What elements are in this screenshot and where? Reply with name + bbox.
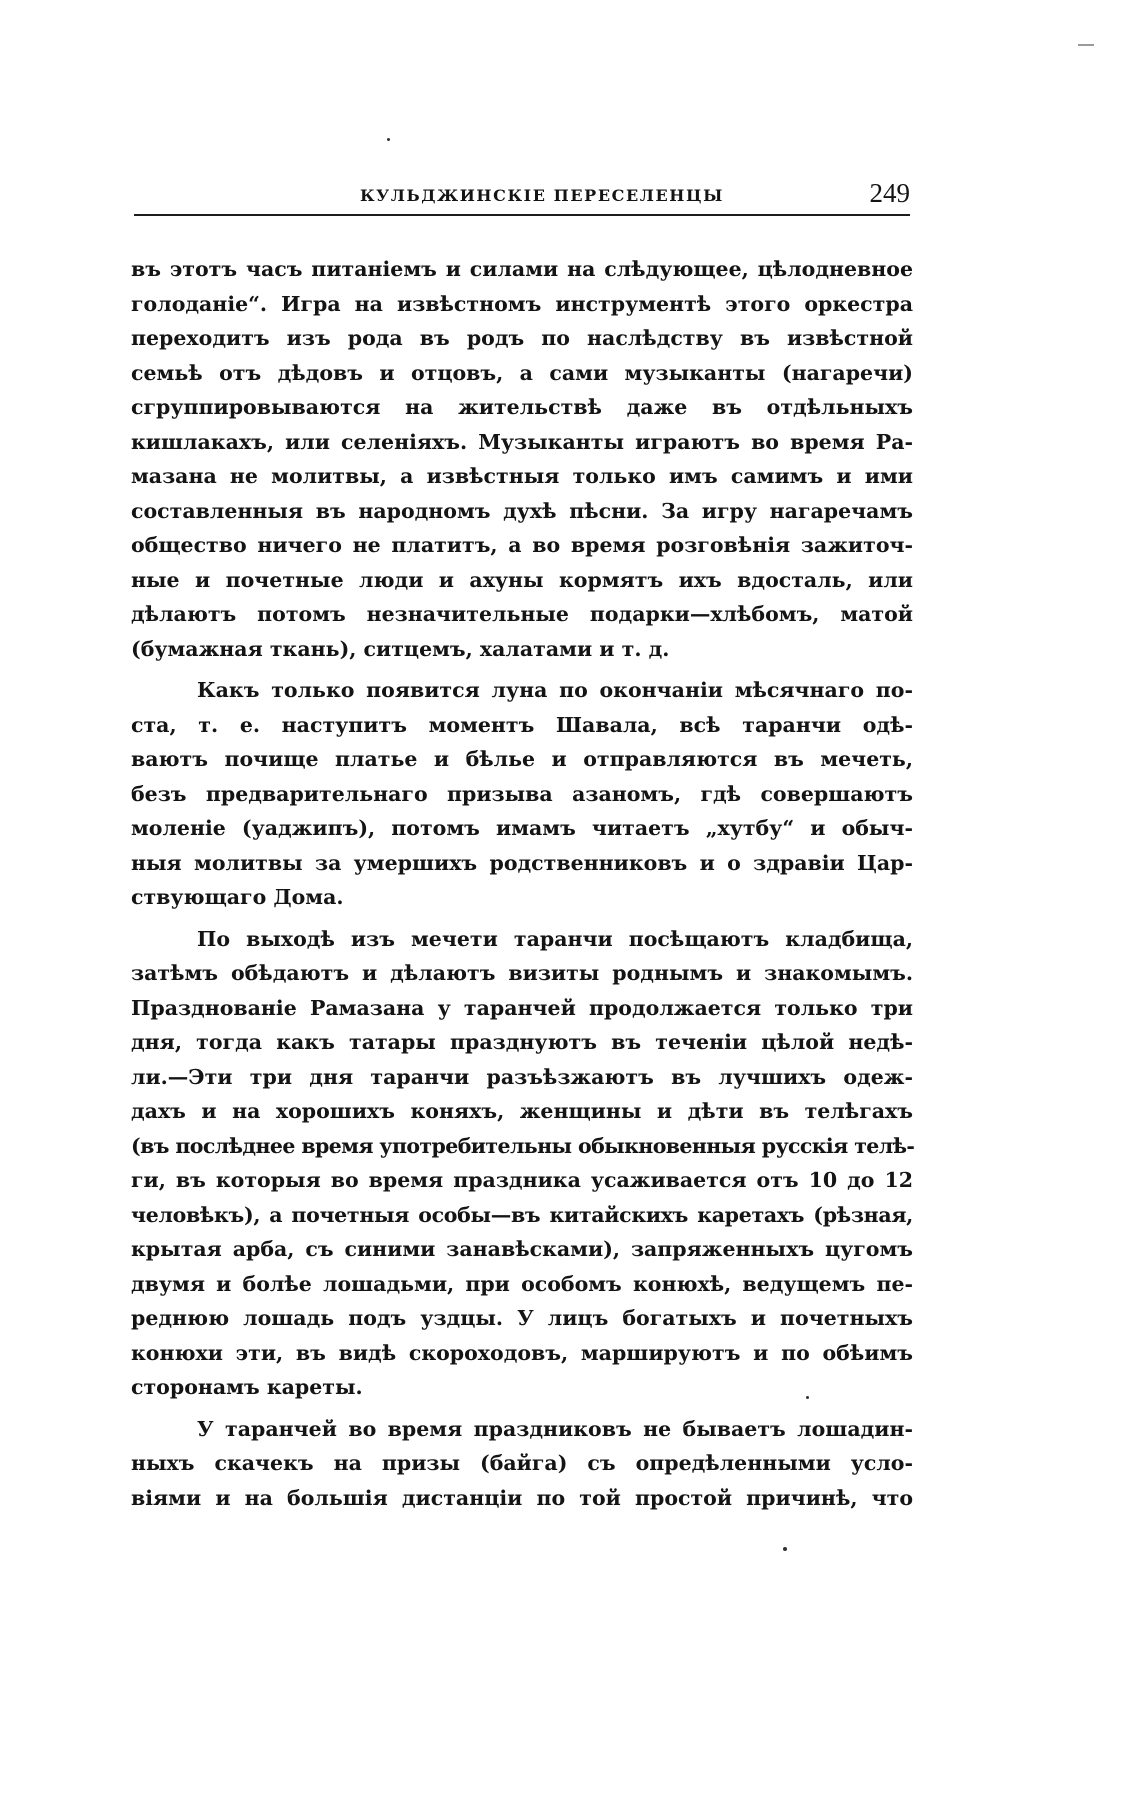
running-head (134, 178, 910, 216)
text-line: сторонамъ кареты. (131, 1375, 363, 1399)
text-line: Какъ только появится луна по окончаніи мѣсячнаго по- (197, 678, 913, 702)
text-line: безъ предварительнаго призыва азаномъ, гдѣ совершаютъ (131, 781, 913, 806)
text-line: Празднованіе Рамазана у таранчей продолжается только три (131, 995, 913, 1020)
text-line: составленныя въ народномъ духѣ пѣсни. За игру нагаречамъ (131, 498, 913, 523)
paragraph (131, 673, 913, 915)
text-line: человѣкъ), а почетныя особы—въ китайскихъ каретахъ (рѣзная, (131, 1202, 913, 1227)
body-text (131, 252, 913, 1515)
text-line: сгруппировываются на жительствѣ даже въ отдѣльныхъ (131, 395, 913, 419)
text-line: ста, т. е. наступитъ моментъ Шавала, всѣ таранчи одѣ- (131, 712, 913, 737)
text-line: ли.—Эти три дня таранчи разъѣзжаютъ въ лучшихъ одеж- (131, 1064, 913, 1089)
text-line: голоданіе“. Игра на извѣстномъ инструментѣ этого оркестра (131, 291, 913, 316)
book-page (128, 0, 915, 1798)
text-line: крытая арба, съ синими занавѣсками), запряженныхъ цугомъ (131, 1237, 913, 1261)
text-line: затѣмъ обѣдаютъ и дѣлаютъ визиты роднымъ и знакомымъ. (131, 961, 913, 985)
running-title: КУЛЬДЖИНСКІЕ ПЕРЕСЕЛЕНЦЫ (360, 186, 724, 205)
speck-top (387, 138, 390, 141)
text-line: моленіе (уаджипъ), потомъ имамъ читаетъ „хутбу“ и обыч- (131, 816, 913, 840)
text-line: переходитъ изъ рода въ родъ по наслѣдству въ извѣстной (131, 326, 913, 350)
text-line: ныхъ скачекъ на призы (байга) съ опредѣленными усло- (131, 1451, 913, 1475)
text-line: віями и на большія дистанціи по той простой причинѣ, что (131, 1485, 913, 1510)
text-line: ствующаго Дома. (131, 885, 344, 909)
page-number: 249 (869, 178, 910, 208)
paragraph (131, 922, 913, 1405)
text-line: кишлакахъ, или селеніяхъ. Музыканты играютъ во время Ра- (131, 429, 913, 454)
text-line: По выходѣ изъ мечети таранчи посѣщаютъ кладбища, (197, 926, 913, 951)
text-line: въ этотъ часъ питаніемъ и силами на слѣдующее, цѣлодневное (131, 257, 913, 281)
text-line: мазана не молитвы, а извѣстныя только имъ самимъ и ими (131, 464, 913, 488)
paragraph (131, 252, 913, 666)
scan-edge-mark (1078, 44, 1094, 46)
text-line: семьѣ отъ дѣдовъ и отцовъ, а сами музыканты (нагаречи) (131, 360, 913, 385)
text-line: ваютъ почище платье и бѣлье и отправляются въ мечеть, (131, 747, 913, 771)
text-line: дѣлаютъ потомъ незначительные подарки—хлѣбомъ, матой (131, 602, 913, 626)
text-line: реднюю лошадь подъ уздцы. У лицъ богатыхъ и почетныхъ (131, 1306, 913, 1330)
text-line: дахъ и на хорошихъ коняхъ, женщины и дѣти въ телѣгахъ (131, 1099, 913, 1123)
text-line: общество ничего не платитъ, а во время розговѣнія зажиточ- (131, 533, 913, 557)
text-line: дня, тогда какъ татары празднуютъ въ теченіи цѣлой недѣ- (131, 1030, 913, 1054)
text-line: ги, въ которыя во время праздника усаживается отъ 10 до 12 (131, 1168, 913, 1192)
text-line: У таранчей во время праздниковъ не бываетъ лошадин- (197, 1416, 913, 1441)
text-line: ныя молитвы за умершихъ родственниковъ и о здравіи Цар- (131, 850, 913, 875)
text-line: двумя и болѣе лошадьми, при особомъ конюхѣ, ведущемъ пе- (131, 1271, 913, 1296)
paragraph (131, 1412, 913, 1516)
text-line: (бумажная ткань), ситцемъ, халатами и т. д. (131, 636, 670, 661)
text-line: конюхи эти, въ видѣ скороходовъ, маршируютъ и по обѣимъ (131, 1340, 913, 1365)
text-line: (въ послѣднее время употребительны обыкновенныя русскія телѣ- (131, 1133, 915, 1158)
speck-bottom (783, 1547, 787, 1551)
text-line: ные и почетные люди и ахуны кормятъ ихъ вдосталь, или (131, 567, 913, 592)
